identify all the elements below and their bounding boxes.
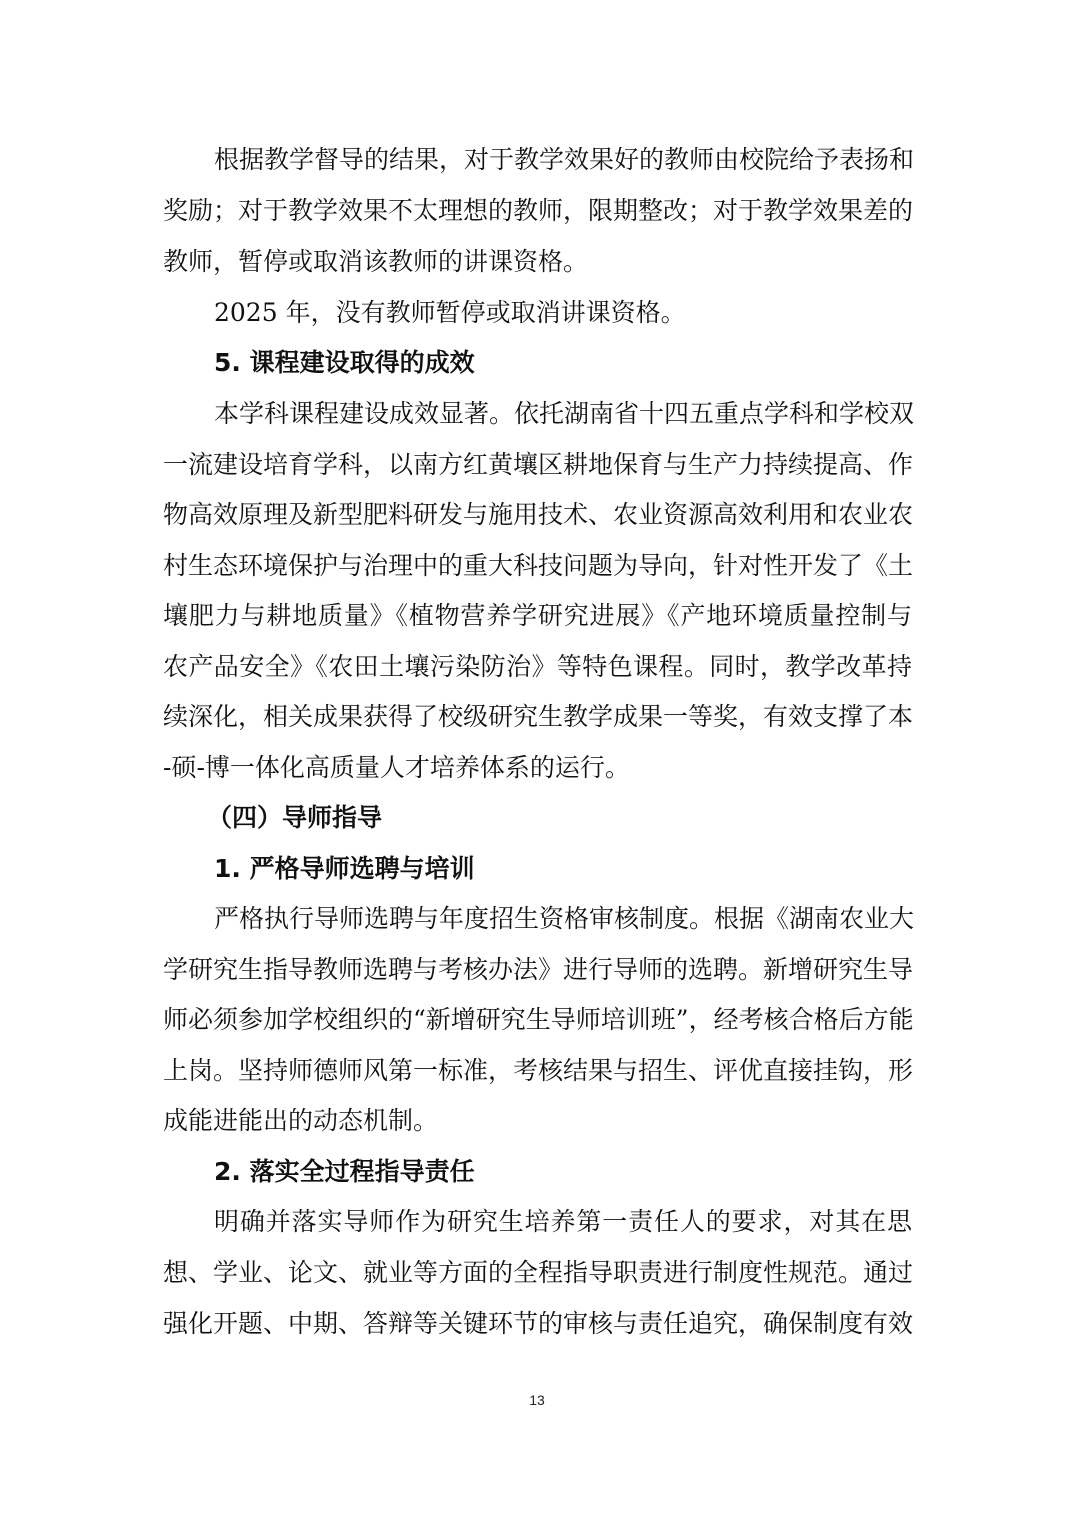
section-heading: 2. 落实全过程指导责任	[214, 1157, 475, 1186]
paragraph-line: 明确并落实导师作为研究生培养第一责任人的要求，对其在思	[214, 1207, 912, 1236]
paragraph-line: 严格执行导师选聘与年度招生资格审核制度。根据《湖南农业大	[214, 904, 915, 933]
paragraph-line: 想、学业、论文、就业等方面的全程指导职责进行制度性规范。通过	[163, 1258, 914, 1287]
paragraph-line: 本学科课程建设成效显著。依托湖南省十四五重点学科和学校双	[214, 399, 915, 428]
paragraph-line: 师必须参加学校组织的“新增研究生导师培训班”，经考核合格后方能	[163, 1005, 914, 1034]
paragraph-line: 上岗。坚持师德师风第一标准，考核结果与招生、评优直接挂钩，形	[163, 1056, 914, 1085]
paragraph-line: 强化开题、中期、答辩等关键环节的审核与责任追究，确保制度有效	[163, 1309, 914, 1338]
paragraph-line: 物高效原理及新型肥料研发与施用技术、农业资源高效利用和农业农	[163, 500, 914, 529]
paragraph-line: 教师，暂停或取消该教师的讲课资格。	[163, 247, 589, 276]
paragraph-line: 村生态环境保护与治理中的重大科技问题为导向，针对性开发了《土	[163, 551, 914, 580]
paragraph-line: 2025 年，没有教师暂停或取消讲课资格。	[214, 298, 686, 327]
chapter-heading: （四）导师指导	[207, 803, 383, 832]
paragraph-line: 壤肥力与耕地质量》《植物营养学研究进展》《产地环境质量控制与	[163, 601, 912, 630]
paragraph-line: 奖励；对于教学效果不太理想的教师，限期整改；对于教学效果差的	[163, 196, 914, 225]
paragraph-line: 一流建设培育学科，以南方红黄壤区耕地保育与生产力持续提高、作	[163, 450, 914, 479]
section-heading: 5. 课程建设取得的成效	[214, 348, 475, 377]
paragraph-line: -硕-博一体化高质量人才培养体系的运行。	[163, 753, 630, 782]
paragraph-line: 学研究生指导教师选聘与考核办法》进行导师的选聘。新增研究生导	[163, 955, 914, 984]
paragraph-line: 续深化，相关成果获得了校级研究生教学成果一等奖，有效支撑了本	[163, 702, 914, 731]
section-heading: 1. 严格导师选聘与培训	[214, 854, 475, 883]
page-number: 13	[529, 1392, 545, 1408]
paragraph-line: 农产品安全》《农田土壤污染防治》等特色课程。同时，教学改革持	[163, 652, 912, 681]
paragraph-line: 成能进能出的动态机制。	[163, 1106, 439, 1135]
paragraph-line: 根据教学督导的结果，对于教学效果好的教师由校院给予表扬和	[214, 145, 915, 174]
